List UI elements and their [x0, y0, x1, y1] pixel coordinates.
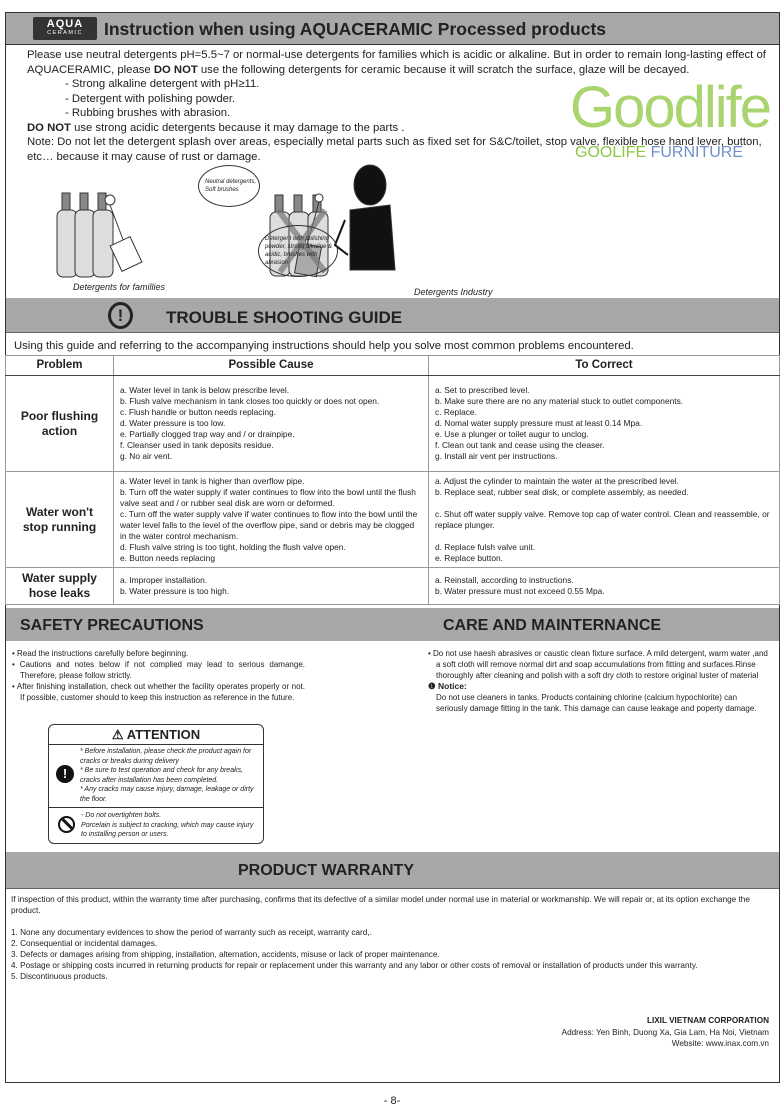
attention-title: ATTENTION [126, 727, 201, 742]
cause: g. No air vent. [120, 451, 173, 461]
bubble-family: Neutral detergents, Soft brushes [198, 165, 260, 207]
attention-notes [49, 745, 263, 808]
intro-bullet: - Detergent with polishing powder. [65, 92, 236, 105]
table-header-row [6, 356, 780, 376]
fix-cell [429, 472, 780, 568]
fix: a. Adjust the cylinder to maintain the water at the prescribed level. [435, 475, 679, 486]
cause: b. Turn off the water supply if water continues to flow into the bowl until the flush valve seat and / or rubber seal disk are worn or deformed. [120, 486, 416, 508]
warranty-item: 4. Postage or shipping costs incurred in returning products for repair or replacement under this warranty and any labor or other costs of removal or installation of products under this warranty. [11, 961, 698, 970]
splash-note: Note: Do not let the detergent splash over areas, especially metal parts such as fixed set for S&C/toilet, stop valve, flexible hose hand lever, button, etc… because it may cause of rust or damage. [27, 136, 762, 163]
problem-cell: Poor flushing action [6, 376, 114, 472]
logo-text-top: AQUA [46, 18, 84, 30]
safety-list [12, 648, 305, 703]
intro-emphasis: DO NOT [153, 63, 198, 76]
warranty-item: 5. Discontinuous products. [11, 972, 108, 981]
notice-heading [428, 681, 768, 692]
fix: e. Replace button. [435, 552, 503, 563]
acid-emphasis: DO NOT [27, 121, 71, 134]
fix: b. Make sure there are no any material stuck to outlet components. [435, 396, 684, 406]
caption-industry: Detergents Industry [414, 287, 493, 297]
safety-item-text: Read the instructions carefully before beginning. [17, 649, 189, 658]
attention-box [48, 724, 264, 844]
cause: c. Turn off the water supply valve if water continues to flow into the bowl until the water level falls to the level of the overflow pipe, sand or debris may be clogged in the water control mechanism. [120, 508, 418, 541]
safety-item: • Read the instructions carefully before beginning. [12, 649, 189, 658]
watermark-sub1: GOOLIFE [575, 144, 647, 161]
warranty-item: 2. Consequential or incidental damages. [11, 939, 158, 948]
fix: c. Replace. [435, 407, 477, 417]
safety-item-text: Cautions and notes below if not complied may lead to serious damange. Therefore, please follow strictly. [19, 660, 305, 680]
fix-cell [429, 376, 780, 472]
cause: c. Flush handle or button needs replacing. [120, 407, 276, 417]
safety-item: • Cautions and notes below if not complied may lead to serious damange. Therefore, please follow strictly. [12, 660, 305, 680]
attention-line: * Any cracks may cause injury, damage, leakage or dirty the floor. [80, 786, 254, 803]
exclamation-icon: ! [108, 302, 133, 329]
watermark-sub2: FURNITURE [650, 144, 744, 161]
care-list [428, 648, 768, 714]
acid-text: use strong acidic detergents because it may damage to the parts . [70, 121, 405, 134]
col-cause: Possible Cause [114, 356, 429, 376]
prohibit-notes [49, 808, 263, 840]
company-name: LIXIL VIETNAM CORPORATION [646, 1016, 769, 1025]
family-bottle-icon [57, 193, 77, 277]
warranty-item: 1. None any documentary evidences to show the period of warranty such as receipt, warranty card,. [11, 928, 372, 937]
page-number: - 8- [383, 1095, 401, 1107]
exclamation-circle-icon: ! [56, 765, 74, 783]
cause: b. Flush valve mechanism in tank closes too quickly or does not open. [120, 396, 380, 406]
intro-p1a: Please use neutral detergents pH=5.5~7 or normal-use detergents for families which is acidic or alkaline. But in order to remain long-lasting effect of AQUACERAMIC, please [27, 49, 766, 76]
fix: d. Replace fulsh valve unit. [435, 541, 536, 552]
company-website: Website: www.inax.com.vn [671, 1039, 769, 1048]
prohibit-line: - Do not overtighten bolts. [81, 812, 162, 819]
warranty-title: PRODUCT WARRANTY [238, 862, 414, 879]
fix: a. Reinstall, according to instructions. [435, 575, 574, 585]
safety-item-text: After finishing installation, check out whether the facility operates properly or not. If possible, customer should to keep this instruction as reference in the future. [16, 682, 305, 702]
warranty-text [11, 894, 771, 982]
notice-label: Notice: [438, 681, 467, 691]
cause: f. Cleanser used in tank deposits residue. [120, 440, 274, 450]
intro-bullet: - Rubbing brushes with abrasion. [65, 107, 231, 119]
fix: f. Clean out tank and cease using the cleaser. [435, 440, 605, 450]
trouble-title: TROUBLE SHOOTING GUIDE [166, 308, 403, 327]
cause: a. Water level in tank is below prescribe level. [120, 385, 290, 395]
fix: a. Set to prescribed level. [435, 385, 530, 395]
safety-item: • After finishing installation, check out whether the facility operates properly or not. If possible, customer should to keep this instruction as reference in the future. [12, 682, 305, 702]
intro-p1c: use the following detergents for ceramic because it will scratch the surface, glaze will be decayed. [197, 63, 690, 76]
watermark-script: Goodlife [570, 75, 771, 140]
bubble-industry: Detergent with polishing powder, strong alkaline & acidic, brushes with abrasion [258, 225, 338, 277]
cause: e. Partially clogged trap way and / or drainpipe. [120, 429, 295, 439]
cause: a. Water level in tank is higher than overflow pipe. [120, 475, 305, 486]
care-item-text: Do not use haesh abrasives or caustic clean fixture surface. A mild detergent, warm water ,and a soft cloth will remove normal dirt and soap accumulations from fitting and surfaces.Rinse thoroughly after cleaning and polish with a soft dry cloth to restore original luster of material [433, 649, 768, 680]
aquaceramic-logo [33, 17, 97, 40]
prohibited-icon [58, 816, 75, 833]
notice-text: Do not use cleaners in tanks. Products containing chlorine (calcium hypochlorite) can seriously damage fitting in the tank. This damage can cause leakage and poperty damage. [436, 693, 757, 713]
company-address: Address: Yen Binh, Duong Xa, Gia Lam, Ha Noi, Vietnam [561, 1027, 769, 1037]
table-row [6, 472, 780, 568]
table-row [6, 376, 780, 472]
info-icon: ❶ [428, 681, 436, 691]
prohibit-line: Porcelain is subject to cracking, which may cause injury to installing person or users. [81, 821, 254, 838]
cause-cell [114, 472, 429, 568]
col-correct: To Correct [429, 356, 780, 376]
company-info [562, 1015, 769, 1050]
detergent-illustration [0, 160, 784, 300]
angry-person-icon [335, 165, 395, 270]
fix: b. Replace seat, rubber seal disk, or complete assembly, as needed. [435, 486, 689, 497]
problem-cell: Water supply hose leaks [6, 568, 114, 605]
cause-cell [114, 568, 429, 605]
caption-family: Detergents for famillies [73, 282, 166, 292]
safety-title: SAFETY PRECAUTIONS [20, 617, 204, 634]
table-row [6, 568, 780, 605]
cause: d. Water pressure is too low. [120, 418, 226, 428]
care-item: • Do not use haesh abrasives or caustic clean fixture surface. A mild detergent, warm water ,and a soft cloth will remove normal dirt and soap accumulations from fitting and surfaces.Rinse thoroughly after cleaning and polish with a soft dry cloth to restore original luster of material [428, 649, 768, 680]
fix: b. Water pressure must not exceed 0.55 Mpa. [435, 586, 605, 596]
attention-line: * Before installation, please check the product again for cracks or breaks during delivery [80, 748, 252, 765]
fix-cell [429, 568, 780, 605]
intro-bullet: - Strong alkaline detergent with pH≥11. [65, 78, 260, 90]
logo-text-bottom: CERAMIC [47, 30, 83, 36]
cause: b. Water pressure is too high. [120, 586, 230, 596]
cause: a. Improper installation. [120, 575, 208, 585]
care-title: CARE AND MAINTERNANCE [443, 617, 662, 634]
col-problem: Problem [6, 356, 114, 376]
warranty-item: 3. Defects or damages arising from shipping, installation, alternation, accidents, misuse or lack of proper maintenance. [11, 950, 440, 959]
warranty-intro: If inspection of this product, within the warranty time after purchasing, confirms that its defective of a similar model under normal use in material or workmanship. We will repair or, at its option exchange the product. [11, 895, 750, 915]
attention-line: * Be sure to test operation and check for any breaks, cracks after installation has been completed. [80, 767, 244, 784]
fix: g. Install air vent per instructions. [435, 451, 558, 461]
cause: e. Button needs replacing [120, 552, 215, 563]
intro-paragraph [27, 48, 777, 77]
troubleshooting-table [5, 355, 780, 605]
attention-header [49, 725, 263, 745]
family-bottle-icon [75, 193, 95, 277]
fix: c. Shut off water supply valve. Remove top cap of water control. Clean and reassemble, or replace plunger. [435, 508, 770, 530]
page-title: Instruction when using AQUACERAMIC Processed products [104, 19, 607, 39]
cause-cell [114, 376, 429, 472]
problem-cell: Water won't stop running [6, 472, 114, 568]
trouble-intro: Using this guide and referring to the accompanying instructions should help you solve most common problems encountered. [14, 340, 634, 352]
watermark-sub [575, 145, 743, 161]
fix: d. Nomal water supply pressure must at least 0.14 Mpa. [435, 418, 643, 428]
warning-triangle-icon: ⚠ [111, 727, 124, 742]
cause: d. Flush valve string is too tight, holding the flush valve open. [120, 541, 346, 552]
fix: e. Use a plunger or toilet augur to unclog. [435, 429, 589, 439]
